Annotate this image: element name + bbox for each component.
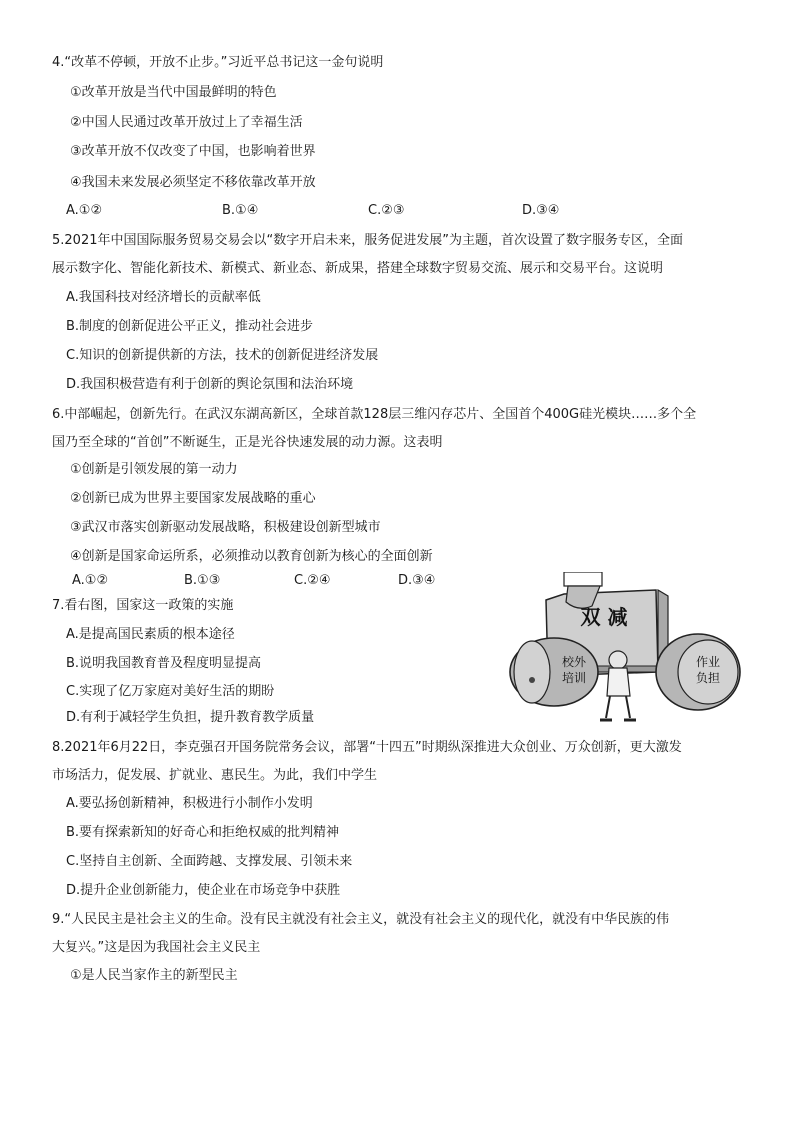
question-8-option-d: D.提升企业创新能力，使企业在市场竞争中获胜 xyxy=(66,883,341,898)
question-4-item-3: ③改革开放不仅改变了中国，也影响着世界 xyxy=(70,144,316,159)
question-5-option-b: B.制度的创新促进公平正义，推动社会进步 xyxy=(66,319,314,334)
question-9-item-1: ①是人民当家作主的新型民主 xyxy=(70,968,238,983)
question-6-item-4: ④创新是国家命运所系，必须推动以教育创新为核心的全面创新 xyxy=(70,549,433,564)
question-5-stem-line-1: 5.2021年中国国际服务贸易交易会以“数字开启未来，服务促进发展”为主题，首次设置了数字服务专区，全面 xyxy=(52,233,683,248)
question-7-option-d: D.有利于减轻学生负担，提升教育教学质量 xyxy=(66,710,315,725)
question-6-stem-line-1: 6.中部崛起，创新先行。在武汉东湖高新区，全球首款128层三维闪存芯片、全国首个400G硅光模块……多个全 xyxy=(52,407,697,422)
left-weight-label-line-1: 校外 xyxy=(562,655,587,669)
question-6-item-2: ②创新已成为世界主要国家发展战略的重心 xyxy=(70,491,316,506)
question-4-option-b: B.①④ xyxy=(222,203,259,218)
question-6-option-d: D.③④ xyxy=(398,573,436,588)
question-6-option-a: A.①② xyxy=(72,573,109,588)
question-6-item-3: ③武汉市落实创新驱动发展战略，积极建设创新型城市 xyxy=(70,520,381,535)
question-6-stem-line-2: 国乃至全球的“首创”不断诞生，正是光谷快速发展的动力源。这表明 xyxy=(52,435,443,450)
question-7-stem: 7.看右图，国家这一政策的实施 xyxy=(52,598,234,613)
question-6-options xyxy=(66,572,466,590)
question-6-option-b: B.①③ xyxy=(184,573,221,588)
question-4-option-a: A.①② xyxy=(66,203,103,218)
question-4-option-d: D.③④ xyxy=(522,203,560,218)
question-8-option-c: C.坚持自主创新、全面跨越、支撑发展、引领未来 xyxy=(66,854,353,869)
question-4-item-4: ④我国未来发展必须坚定不移依靠改革开放 xyxy=(70,175,316,190)
board-text: 双 减 xyxy=(580,605,628,629)
double-reduction-cartoon xyxy=(508,572,744,730)
question-4-options xyxy=(66,202,626,220)
question-4-option-c: C.②③ xyxy=(368,203,405,218)
question-4-item-1: ①改革开放是当代中国最鲜明的特色 xyxy=(70,85,277,100)
question-5-option-c: C.知识的创新提供新的方法，技术的创新促进经济发展 xyxy=(66,348,379,363)
question-9-stem-line-2: 大复兴。”这是因为我国社会主义民主 xyxy=(52,940,261,955)
question-7-option-b: B.说明我国教育普及程度明显提高 xyxy=(66,656,262,671)
question-4-stem: 4.“改革不停顿，开放不止步。”习近平总书记这一金句说明 xyxy=(52,55,384,70)
left-weight-label-line-2: 培训 xyxy=(562,671,587,685)
question-7-option-c: C.实现了亿万家庭对美好生活的期盼 xyxy=(66,684,275,699)
question-8-stem-line-2: 市场活力，促发展、扩就业、惠民生。为此，我们中学生 xyxy=(52,768,378,783)
question-9-stem-line-1: 9.“人民民主是社会主义的生命。没有民主就没有社会主义，就没有社会主义的现代化，就没有中华民族的伟 xyxy=(52,912,670,927)
question-6-item-1: ①创新是引领发展的第一动力 xyxy=(70,462,238,477)
question-4-item-2: ②中国人民通过改革开放过上了幸福生活 xyxy=(70,115,303,130)
question-5-stem-line-2: 展示数字化、智能化新技术、新模式、新业态、新成果，搭建全球数字贸易交流、展示和交易平台。这说明 xyxy=(52,261,664,276)
question-6-option-c: C.②④ xyxy=(294,573,331,588)
question-5-option-d: D.我国积极营造有利于创新的舆论氛围和法治环境 xyxy=(66,377,354,392)
right-weight-label-line-2: 负担 xyxy=(696,671,721,685)
question-8-option-a: A.要弘扬创新精神，积极进行小制作小发明 xyxy=(66,796,313,811)
question-7-option-a: A.是提高国民素质的根本途径 xyxy=(66,627,235,642)
right-weight-label-line-1: 作业 xyxy=(696,655,721,669)
question-5-option-a: A.我国科技对经济增长的贡献率低 xyxy=(66,290,261,305)
question-8-option-b: B.要有探索新知的好奇心和拒绝权威的批判精神 xyxy=(66,825,340,840)
question-8-stem-line-1: 8.2021年6月22日，李克强召开国务院常务会议，部署“十四五”时期纵深推进大众创业、万众创新，更大激发 xyxy=(52,740,682,755)
